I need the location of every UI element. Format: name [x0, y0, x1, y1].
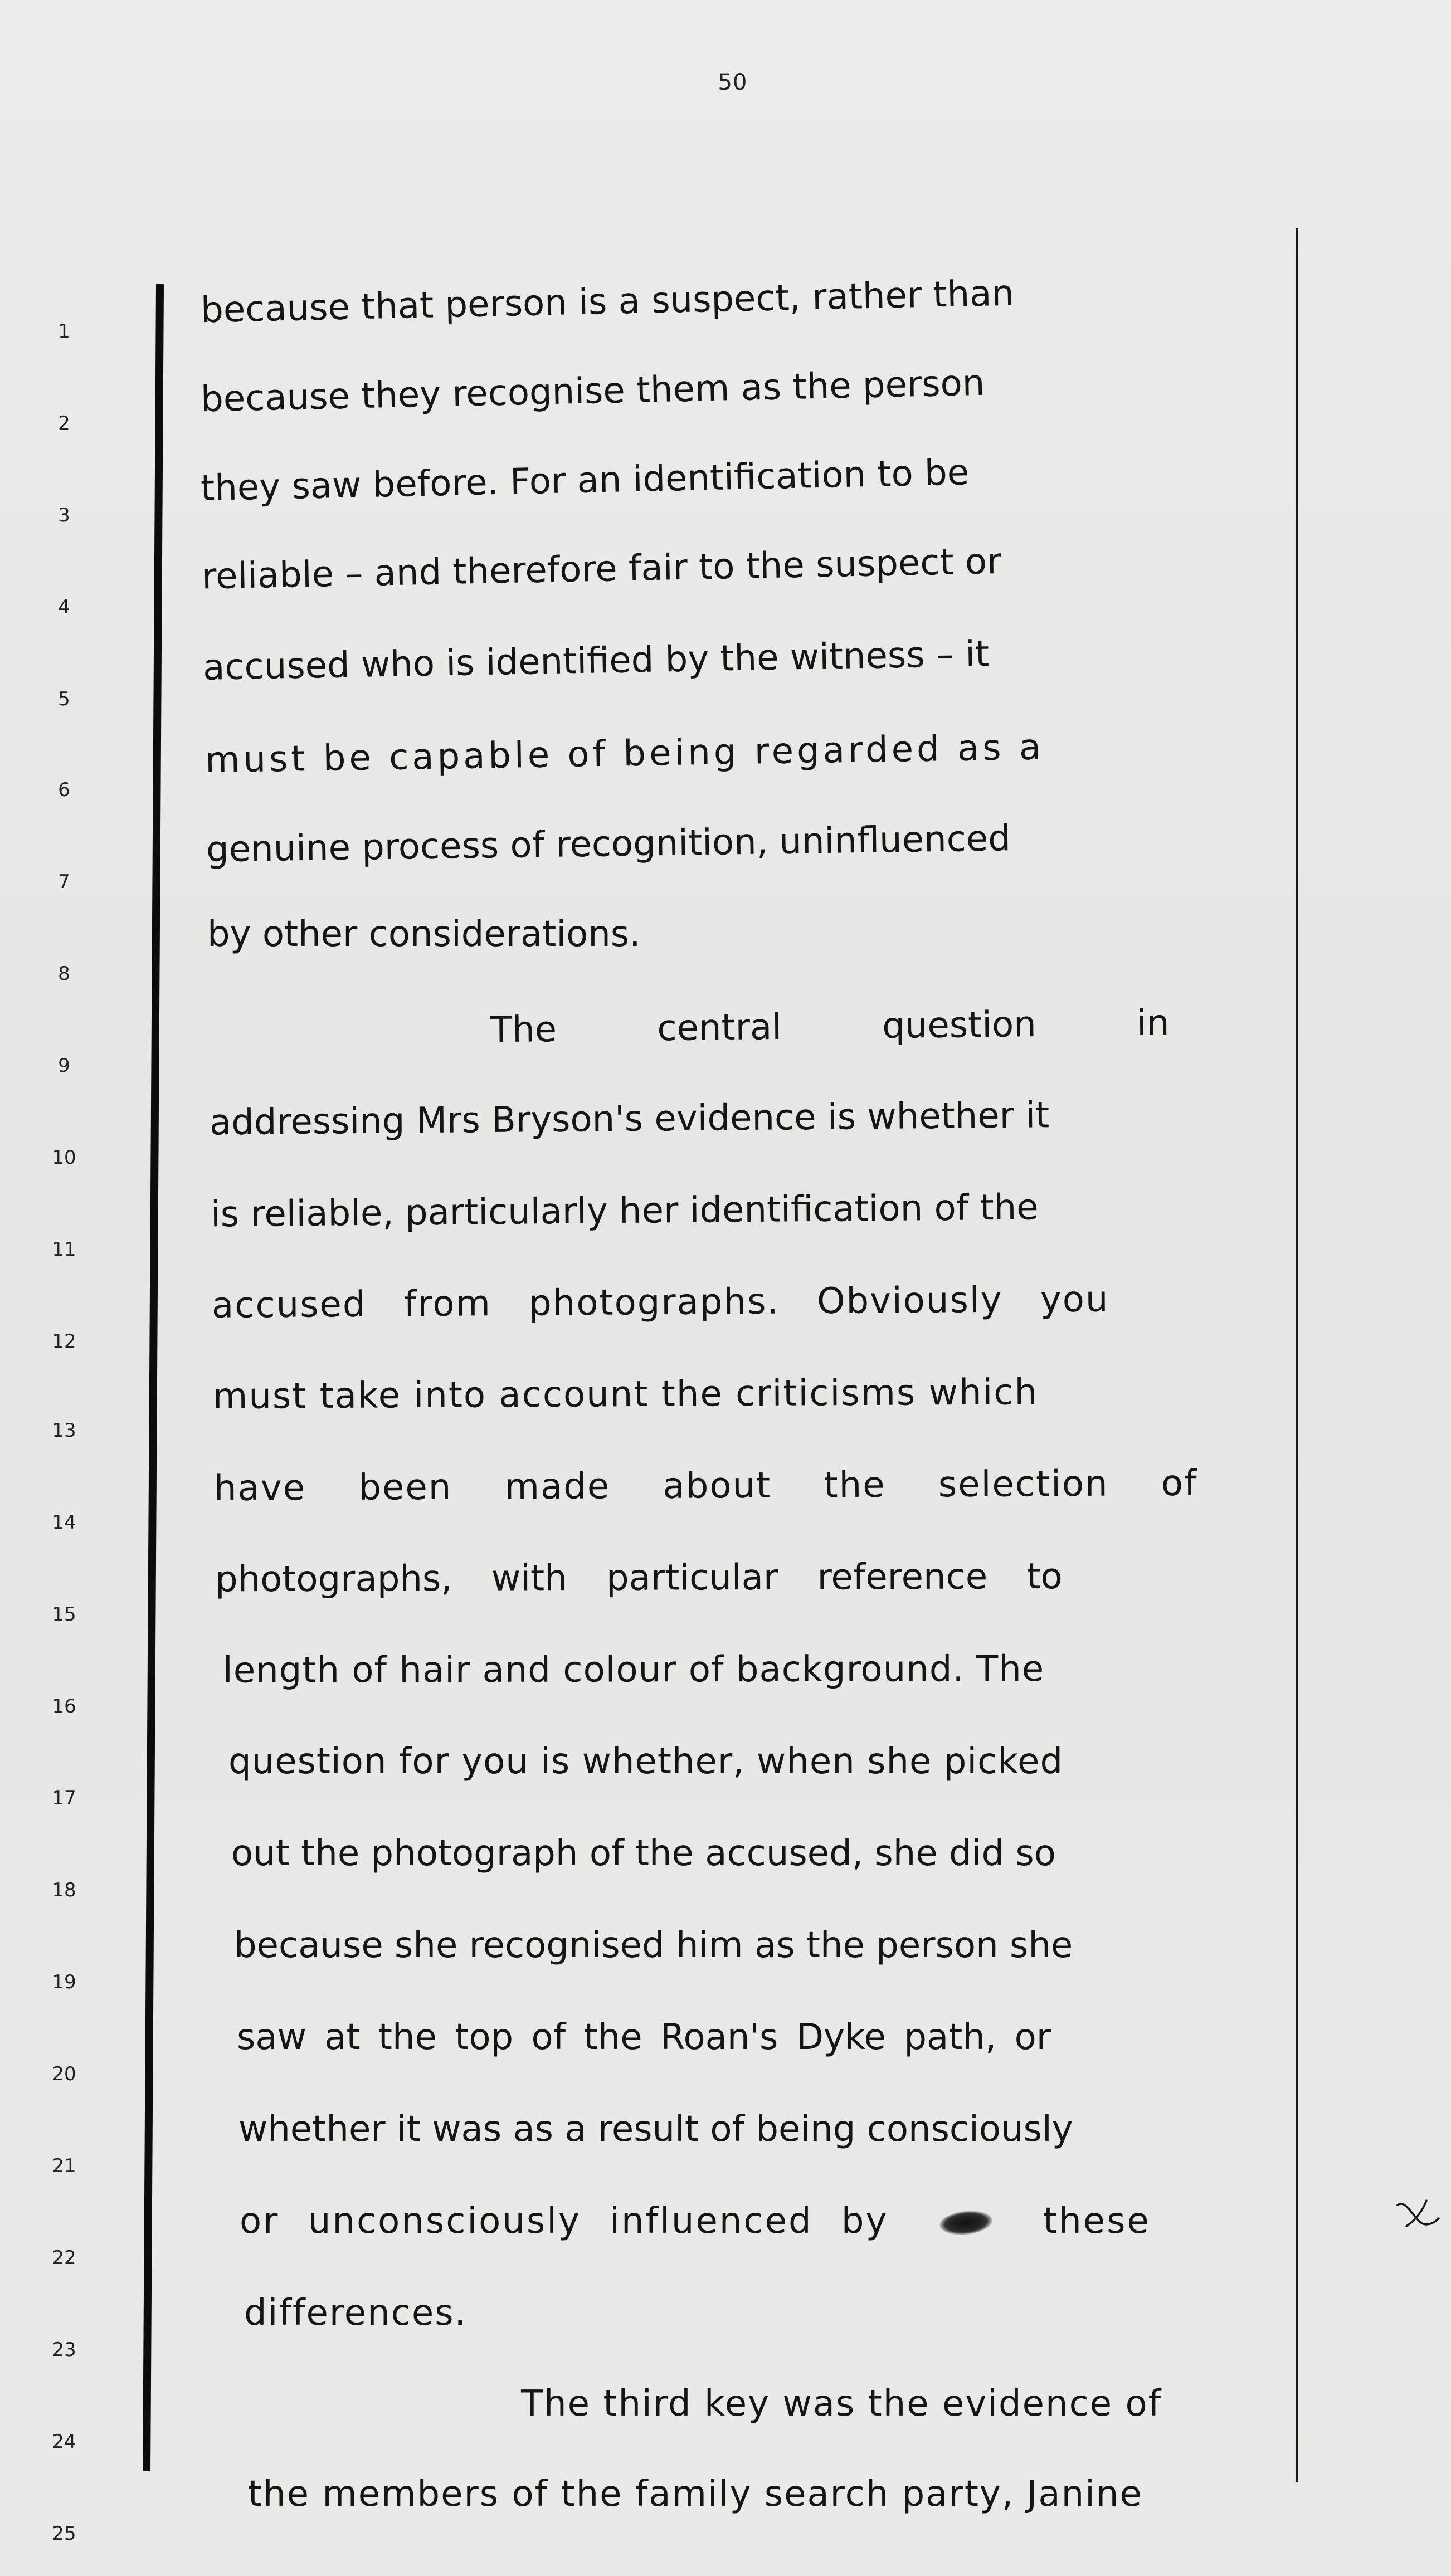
text-line — [212, 1372, 1288, 1418]
text-line-content: by other considerations. — [207, 914, 641, 955]
text-line — [213, 1462, 1289, 1510]
page-number: 50 — [718, 70, 748, 95]
text-line — [200, 270, 1277, 331]
text-line-content: out the photograph of the accused, she did so — [231, 1833, 1056, 1874]
line-number: 17 — [52, 1787, 76, 1809]
text-line — [228, 1741, 1304, 1782]
line-number: 24 — [52, 2431, 76, 2453]
line-number: 25 — [52, 2523, 76, 2545]
text-line-content: must be capable of being regarded as a — [204, 726, 1045, 782]
text-line-content: because they recognise them as the person — [200, 362, 985, 421]
text-line — [521, 2383, 1301, 2424]
text-line-content: the members of the family search party, Janine — [248, 2473, 1143, 2515]
line-number: 4 — [58, 596, 70, 618]
text-line-content: The central question in — [490, 1002, 1170, 1051]
text-line — [231, 1833, 1307, 1874]
text-line — [210, 1187, 1286, 1236]
text-line-content: genuine process of recognition, uninfluenced — [206, 818, 1011, 871]
text-line-content: must take into account the criticisms which — [212, 1372, 1039, 1418]
text-line — [237, 2017, 1312, 2058]
text-line — [211, 1279, 1287, 1326]
handwritten-margin-mark — [1393, 2195, 1443, 2228]
line-number: 18 — [52, 1879, 76, 1901]
text-line-end: these — [1043, 2201, 1151, 2242]
text-line-content: The third key was the evidence of — [521, 2383, 1162, 2424]
text-line-content: length of hair and colour of background. The — [222, 1648, 1045, 1691]
line-number: 7 — [58, 871, 70, 893]
line-number: 3 — [58, 504, 70, 526]
text-line — [202, 631, 1279, 689]
text-line — [206, 817, 1282, 871]
line-number: 5 — [58, 688, 70, 710]
struck-word-blot — [938, 2209, 994, 2238]
line-number: 13 — [52, 1419, 76, 1442]
text-line-content: or unconsciously influenced by — [240, 2201, 889, 2242]
line-number: 22 — [52, 2247, 76, 2269]
text-line-content: have been made about the selection of — [213, 1462, 1198, 1510]
line-number: 12 — [52, 1330, 76, 1353]
text-line-content: differences. — [244, 2292, 467, 2334]
text-line — [201, 538, 1278, 598]
text-line — [209, 1095, 1285, 1144]
text-line — [248, 2473, 1307, 2515]
text-line-content: is reliable, particularly her identification of the — [210, 1187, 1039, 1236]
text-line — [222, 1648, 1298, 1691]
text-line — [200, 448, 1277, 510]
text-line — [240, 2201, 1298, 2242]
line-number: 10 — [52, 1146, 76, 1169]
text-line — [244, 2292, 1303, 2334]
text-line — [204, 726, 1281, 782]
line-number: 15 — [52, 1603, 76, 1626]
text-line-content: addressing Mrs Bryson's evidence is whether it — [209, 1095, 1050, 1144]
line-number: 19 — [52, 1971, 76, 1993]
text-line-content: because that person is a suspect, rather than — [200, 272, 1015, 331]
line-number: 11 — [52, 1238, 76, 1261]
text-line — [234, 1925, 1309, 1966]
text-line — [238, 2109, 1314, 2150]
line-number: 9 — [58, 1055, 70, 1077]
line-number: 20 — [52, 2063, 76, 2085]
line-number: 21 — [52, 2155, 76, 2177]
text-line — [490, 1002, 1271, 1051]
text-line-content: question for you is whether, when she picked — [228, 1741, 1064, 1782]
line-number: 1 — [58, 320, 70, 343]
text-line-content: photographs, with particular reference to — [215, 1556, 1063, 1601]
line-number: 2 — [58, 412, 70, 435]
line-number: 23 — [52, 2339, 76, 2361]
text-line-content: accused from photographs. Obviously you — [211, 1279, 1109, 1326]
line-number: 16 — [52, 1695, 76, 1718]
text-line-content: accused who is identified by the witness – it — [202, 633, 990, 689]
text-line — [200, 359, 1277, 421]
text-line-content: reliable – and therefore fair to the suspect or — [201, 540, 1002, 598]
line-number: 8 — [58, 963, 70, 985]
text-line-content: saw at the top of the Roan's Dyke path, or — [237, 2017, 1051, 2058]
line-number: 6 — [58, 779, 70, 801]
text-line — [215, 1556, 1291, 1601]
text-line-content: whether it was as a result of being consciously — [238, 2109, 1073, 2150]
text-line — [207, 914, 1283, 955]
line-number: 14 — [52, 1511, 76, 1534]
text-line-content: they saw before. For an identification to be — [200, 452, 970, 510]
text-line-content: because she recognised him as the person she — [234, 1925, 1073, 1966]
